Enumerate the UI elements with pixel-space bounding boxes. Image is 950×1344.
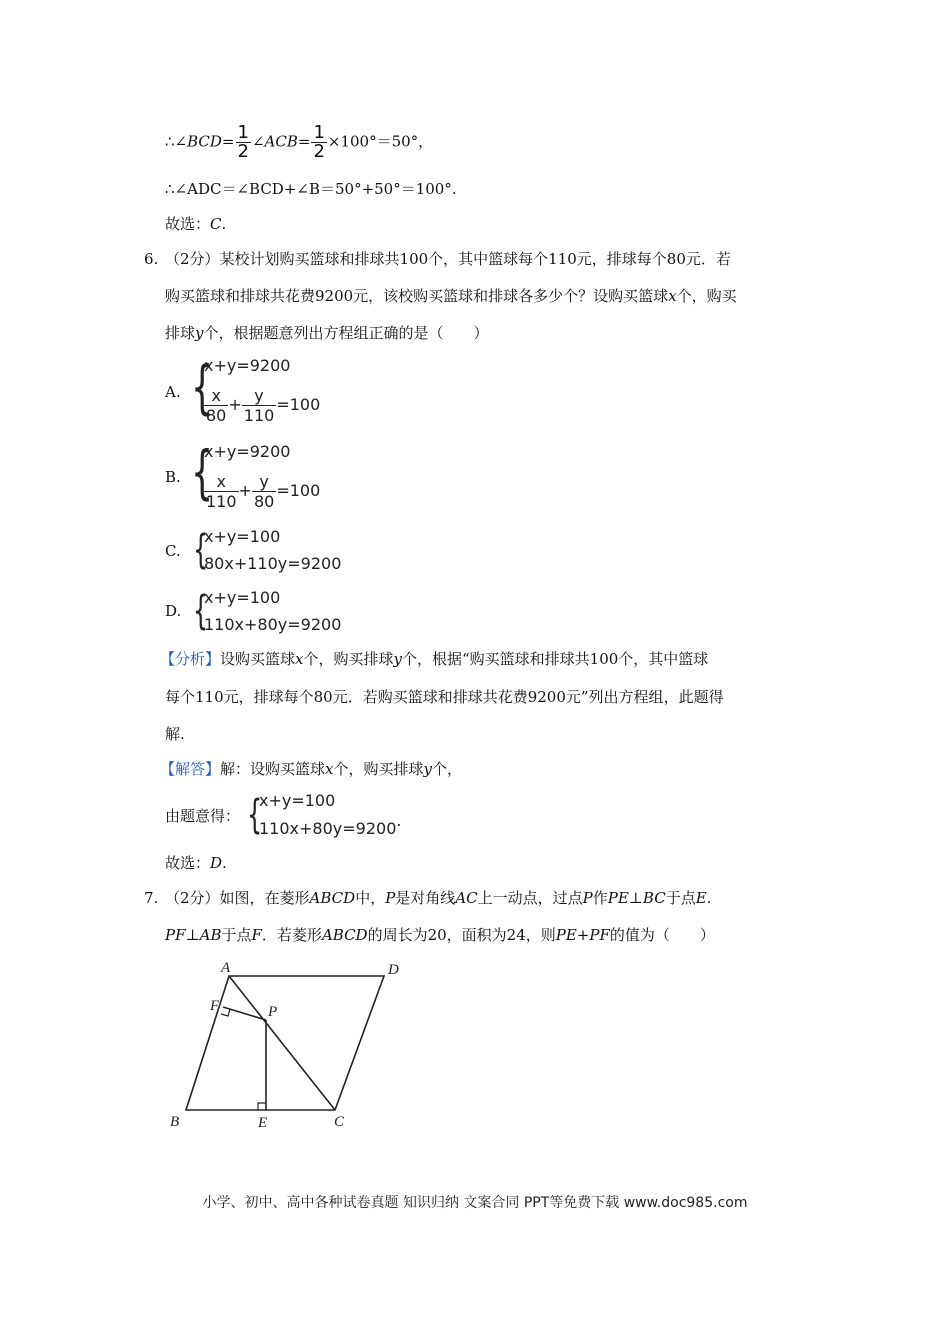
text: 个，购买排球 (333, 760, 424, 778)
text: 是对角线 (395, 889, 456, 907)
text: 购买篮球和排球共花费9200元，该校购买篮球和排球各多少个？设购买篮球 (165, 287, 669, 305)
q6-line-2 (165, 286, 737, 306)
solution-row2 (259, 811, 402, 838)
label-b: B (170, 1114, 180, 1130)
solution-row1: x+y=100 (259, 791, 336, 810)
option-a-row2 (204, 386, 320, 425)
text: 个，根据题意列出方程组正确的是（ ） (203, 324, 489, 342)
var-x: x (325, 760, 334, 778)
text: 设购买篮球 (220, 650, 296, 668)
equals: = (297, 132, 311, 151)
text: ⊥ (628, 889, 643, 907)
text: 个，购买 (676, 287, 737, 305)
answer-suffix: . (222, 854, 227, 872)
text: ．若菱形 (261, 926, 322, 944)
math: P (385, 889, 396, 907)
q5-line-1 (165, 124, 433, 161)
denominator: 110 (206, 492, 237, 511)
math: E (695, 889, 707, 907)
numerator: 1 (313, 122, 325, 143)
text: 的周长为20，面积为24，则 (367, 926, 556, 944)
numerator: x (204, 472, 239, 492)
option-d-row1: x+y=100 (204, 588, 281, 607)
text: （2分）如图，在菱形 (165, 889, 310, 907)
text: 于点 (665, 889, 696, 907)
eq-tail: =100 (276, 395, 321, 414)
numerator: y (242, 386, 277, 406)
text: 排球 (165, 324, 196, 342)
var-x: x (668, 287, 677, 305)
brace-icon: { (191, 438, 214, 506)
numerator: 1 (237, 122, 249, 143)
brace-icon: { (191, 353, 214, 421)
option-c-row1: x+y=100 (204, 527, 281, 546)
option-c-row2: 80x+110y=9200 (204, 554, 342, 573)
numerator: x (204, 386, 228, 406)
math: AB (199, 926, 222, 944)
rhombus-figure (160, 950, 420, 1135)
fraction-half-2 (311, 124, 326, 161)
denominator: 80 (253, 492, 275, 511)
fraction-y-110 (242, 386, 277, 425)
solution-tag: 【解答】 (160, 760, 221, 778)
text: 上一动点，过点 (477, 889, 583, 907)
var-y: y (423, 760, 432, 778)
var-y: y (195, 324, 204, 342)
q6-analysis-line-2: 每个110元，排球每个80元．若购买篮球和排球共花费9200元”列出方程组，此题得 (165, 688, 724, 706)
brace-icon: { (193, 527, 209, 573)
rhombus-abcd (186, 976, 384, 1110)
label-p: P (268, 1004, 278, 1020)
label-a: A (221, 960, 231, 976)
option-c-label: C. (165, 542, 181, 560)
q6-number: 6. (144, 250, 159, 268)
right-angle-e (258, 1103, 266, 1110)
option-d-label: D. (165, 602, 182, 620)
q5-line-2: ∴∠ADC＝∠BCD+∠B＝50°+50°＝100°. (165, 180, 457, 198)
q7-line-1 (165, 888, 711, 908)
answer-prefix: 故选： (165, 854, 211, 872)
text: 作 (592, 889, 608, 907)
answer-letter: D (210, 854, 223, 872)
q6-solution-line-1 (160, 759, 462, 779)
option-b-row1: x+y=9200 (204, 442, 291, 461)
math: PF (165, 926, 186, 944)
dot: . (396, 811, 402, 830)
eq: 110x+80y=9200 (259, 819, 397, 838)
fraction-x-80 (204, 386, 228, 425)
math: AC (455, 889, 478, 907)
q6-answer (165, 853, 227, 873)
q5-answer (165, 214, 226, 234)
denominator: 110 (243, 406, 275, 425)
option-a-label: A. (165, 383, 181, 401)
answer-letter: C (210, 215, 222, 233)
label-d: D (388, 962, 399, 978)
text: 的值为（ ） (609, 926, 715, 944)
q6-analysis-line-1 (160, 649, 708, 669)
diagonal-ac (229, 976, 335, 1110)
math: ABCD (321, 926, 368, 944)
q6-solution-line-2: 由题意得： (165, 807, 241, 825)
denominator: 2 (237, 141, 249, 162)
angle-acb: ∠ACB (251, 132, 298, 151)
math: PE+PF (555, 926, 610, 944)
fraction-y-80 (252, 472, 276, 511)
answer-suffix: . (221, 215, 227, 233)
fraction-x-110 (204, 472, 239, 511)
q7-number: 7. (144, 889, 159, 907)
line-rest: ×100°＝50°， (327, 132, 434, 151)
label-e: E (258, 1115, 268, 1131)
text: 个，购买排球 (303, 650, 394, 668)
therefore-symbol: ∴ (165, 132, 175, 151)
option-b-row2 (204, 472, 320, 511)
plus: + (238, 481, 252, 500)
math: PE (607, 889, 629, 907)
option-b-label: B. (165, 468, 181, 486)
math: ABCD (309, 889, 356, 907)
numerator: y (252, 472, 276, 492)
text: 个，根据“购买篮球和排球共100个，其中篮球 (402, 650, 709, 668)
angle-bcd: ∠BCD (174, 132, 222, 151)
q6-line-3 (165, 323, 489, 343)
label-c: C (334, 1114, 345, 1130)
text: 个， (432, 760, 463, 778)
equals: = (221, 132, 235, 151)
option-d-row2: 110x+80y=9200 (204, 615, 342, 634)
brace-icon: { (193, 588, 209, 634)
q7-line-2 (165, 925, 715, 945)
text: . (706, 889, 712, 907)
option-a-row1: x+y=9200 (204, 356, 291, 375)
denominator: 2 (313, 141, 325, 162)
q6-line-1: （2分）某校计划购买篮球和排球共100个，其中篮球每个110元，排球每个80元．若 (165, 250, 731, 268)
var-x: x (295, 650, 304, 668)
brace-icon: { (247, 792, 263, 838)
math: P (582, 889, 593, 907)
math: BC (642, 889, 666, 907)
label-f: F (210, 998, 220, 1014)
answer-prefix: 故选： (165, 215, 211, 233)
right-angle-f (221, 1009, 230, 1016)
text: 于点 (221, 926, 252, 944)
footer-text: 小学、初中、高中各种试卷真题 知识归纳 文案合同 PPT等免费下载 www.doc985.com (202, 1195, 748, 1211)
q6-analysis-line-3: 解. (165, 725, 185, 743)
math: F (251, 926, 262, 944)
denominator: 80 (206, 406, 227, 425)
var-y: y (393, 650, 402, 668)
text: ⊥ (185, 926, 200, 944)
text: 解：设购买篮球 (220, 760, 326, 778)
fraction-half-1 (236, 124, 251, 161)
eq-tail: =100 (276, 481, 321, 500)
text: 中， (355, 889, 386, 907)
plus: + (228, 395, 242, 414)
analysis-tag: 【分析】 (160, 650, 221, 668)
